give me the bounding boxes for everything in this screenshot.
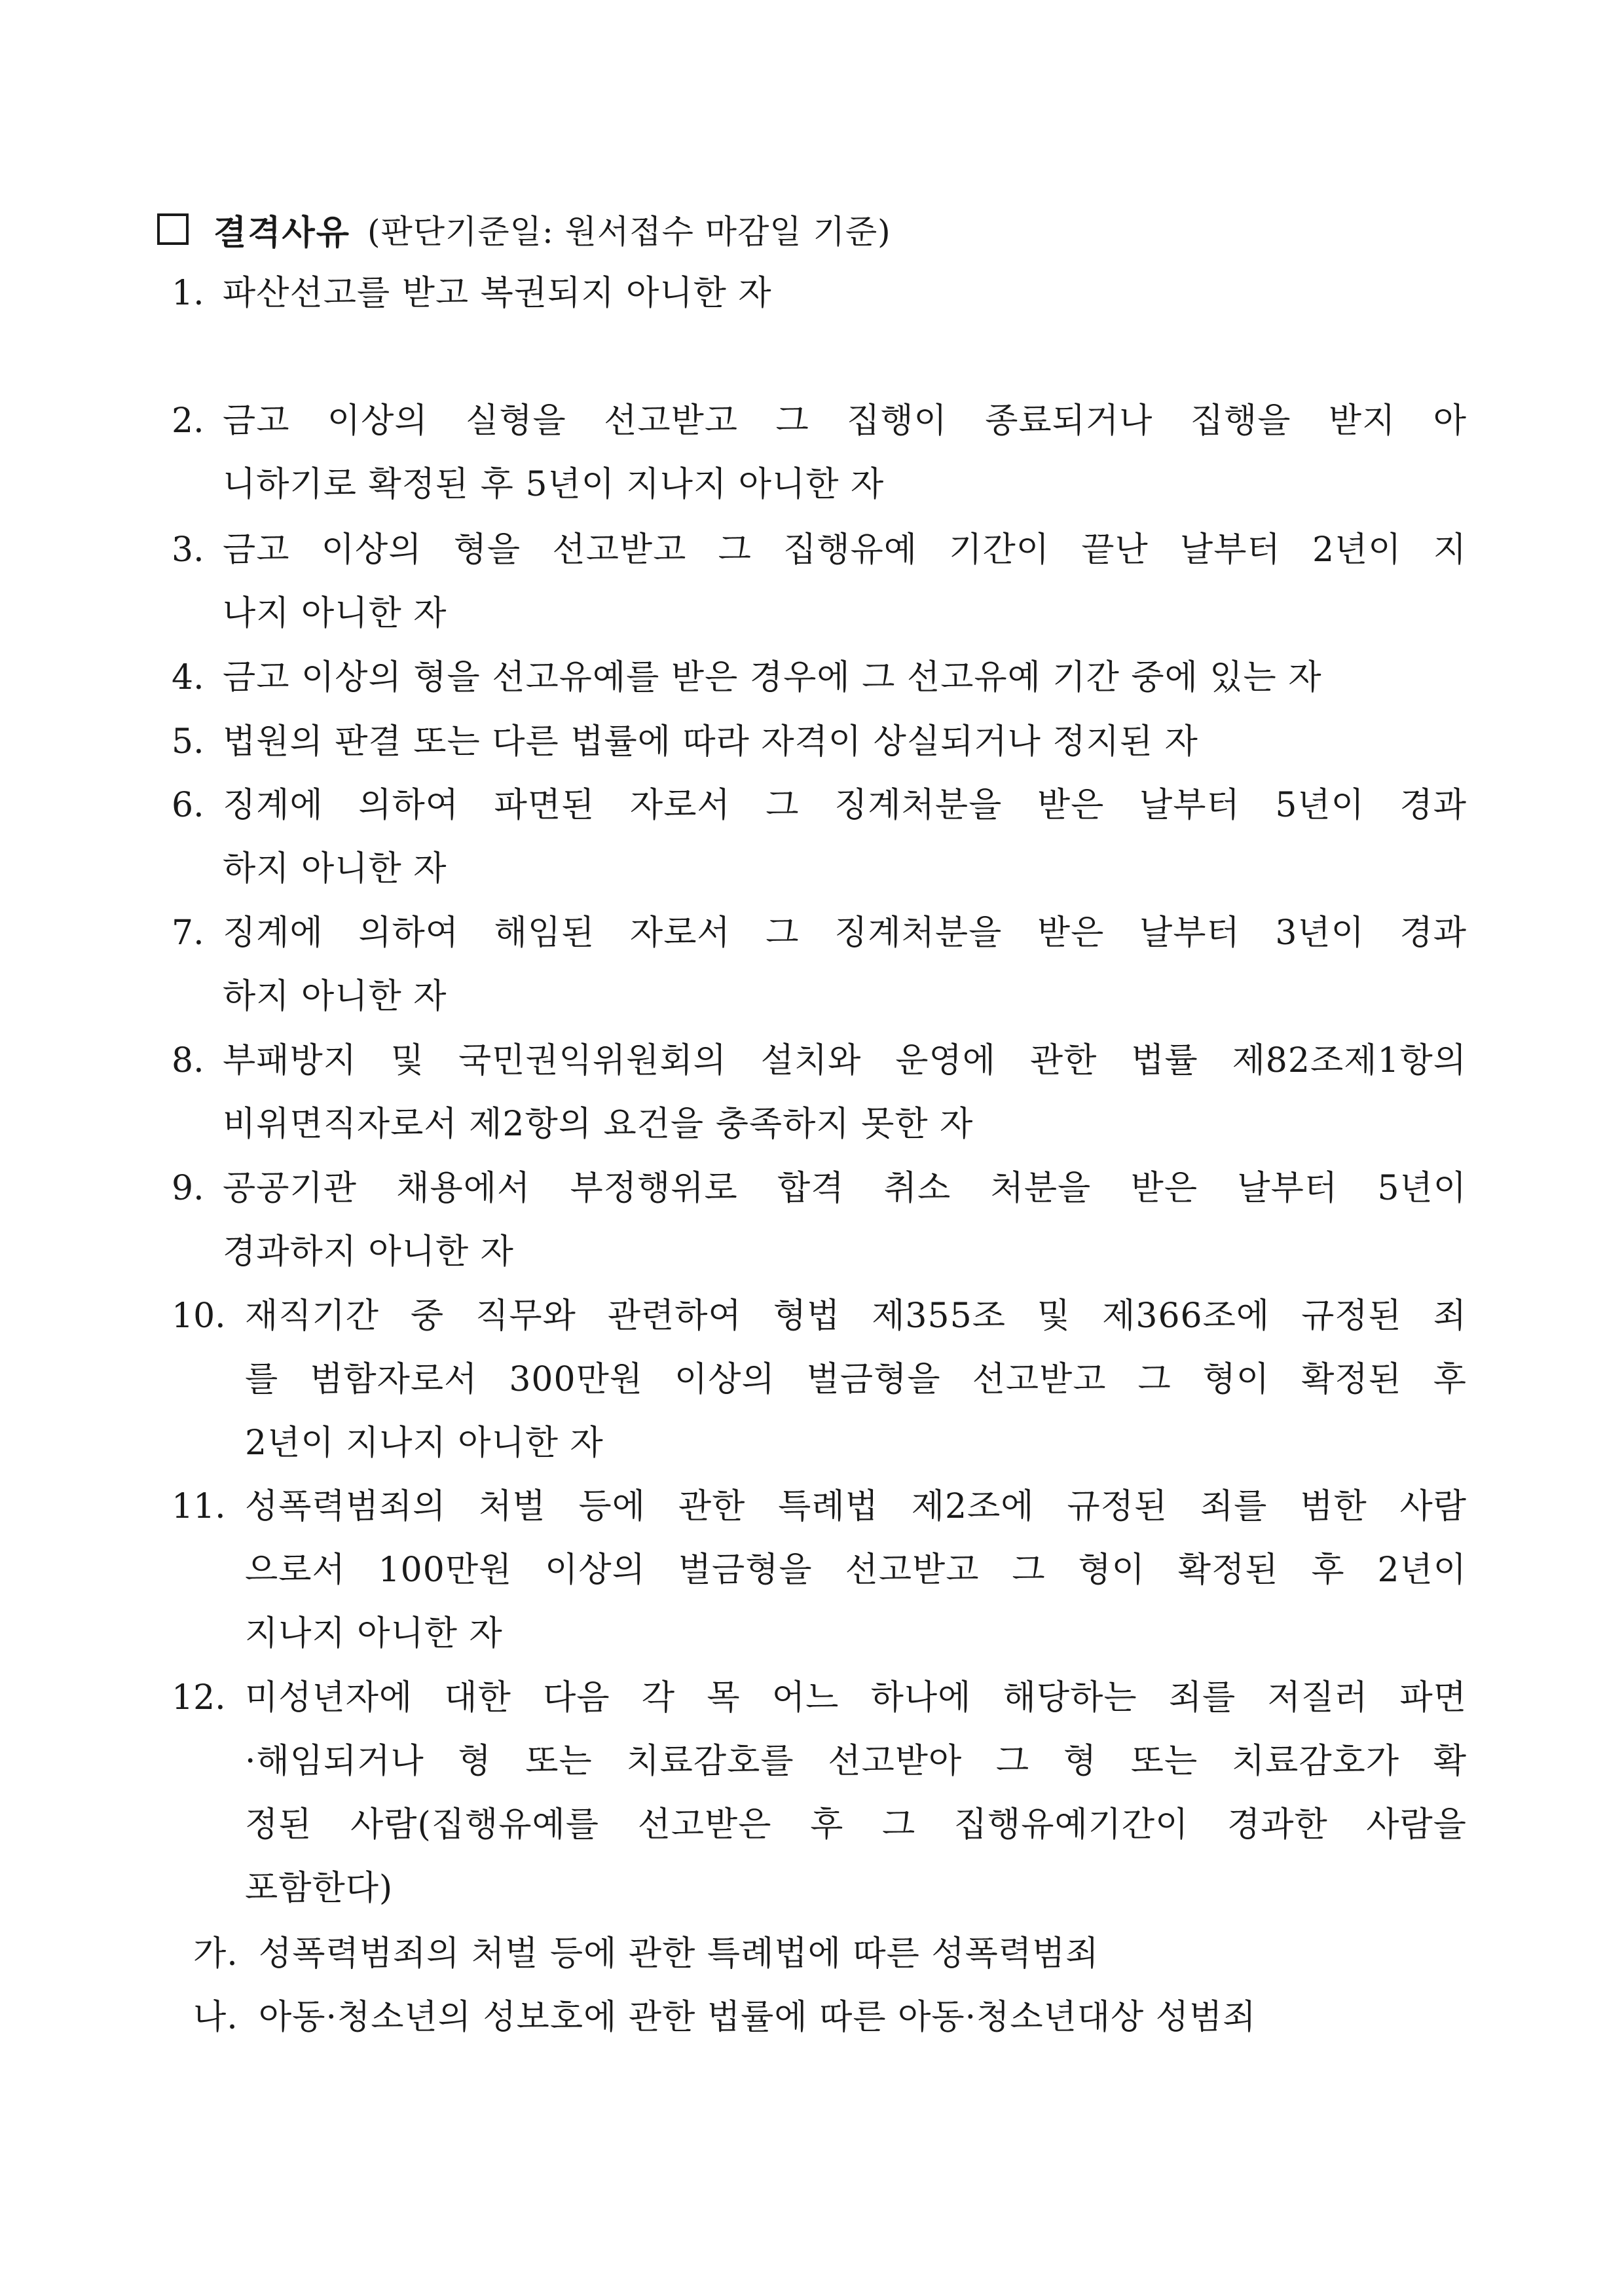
item-text: [223, 646, 1467, 710]
item-number: 10.: [172, 1296, 226, 1336]
item-text-line: 니하기로 확정된 후 5년이 지나지 아니한 자: [223, 465, 885, 504]
item-text: [223, 710, 1467, 774]
list-item: [172, 390, 1467, 517]
item-text-line: 를 범함자로서 300만원 이상의 벌금형을 선고받고 그 형이 확정된 후: [245, 1360, 1467, 1399]
item-number: 4.: [172, 658, 204, 697]
heading-title: 결격사유: [213, 212, 350, 253]
item-text-line: 금고 이상의 형을 선고받고 그 집행유예 기간이 끝난 날부터 2년이 지: [223, 530, 1467, 570]
item-number: 6.: [172, 786, 204, 825]
list-item: [172, 1029, 1467, 1156]
item-text-line: 포함한다): [245, 1869, 394, 1908]
item-number: 1.: [172, 274, 204, 313]
list-item: [172, 774, 1467, 901]
item-number: 5.: [172, 722, 204, 762]
item-text-line: 금고 이상의 실형을 선고받고 그 집행이 종료되거나 집행을 받지 아: [223, 401, 1467, 441]
sub-item-mark: 가.: [193, 1934, 238, 1974]
sub-item-mark: 나.: [193, 1998, 238, 2037]
list-item: [172, 1475, 1467, 1666]
item-text: [245, 1285, 1467, 1475]
list-item: [172, 1157, 1467, 1284]
item-text: [223, 902, 1467, 1029]
item-text-line: 2년이 지나지 아니한 자: [245, 1423, 604, 1463]
checkbox-icon: [157, 213, 189, 245]
sub-item-text: 아동·청소년의 성보호에 관한 법률에 따른 아동·청소년대상 성범죄: [259, 1998, 1257, 2037]
item-number: 7.: [172, 913, 204, 953]
list-item: [172, 902, 1467, 1029]
item-text-line: ·해임되거나 형 또는 치료감호를 선고받아 그 형 또는 치료감호가 확: [245, 1742, 1467, 1781]
list-item: [172, 262, 1467, 325]
sub-item: [193, 1922, 1467, 1986]
item-text-line: 정된 사람(집행유예를 선고받은 후 그 집행유예기간이 경과한 사람을: [245, 1805, 1467, 1845]
item-text: [223, 262, 1467, 325]
item-text-line: 부패방지 및 국민권익위원회의 설치와 운영에 관한 법률 제82조제1항의: [223, 1041, 1467, 1080]
section-heading: [157, 196, 1467, 262]
list-item: [172, 646, 1467, 710]
item-number: 3.: [172, 530, 204, 570]
list-item: [172, 1666, 1467, 1920]
item-text: [245, 1666, 1467, 1920]
item-text-line: 파산선고를 받고 복권되지 아니한 자: [223, 274, 772, 313]
item-text-line: 하지 아니한 자: [223, 849, 447, 889]
item-text-line: 으로서 100만원 이상의 벌금형을 선고받고 그 형이 확정된 후 2년이: [245, 1551, 1467, 1590]
list-item: [172, 1285, 1467, 1475]
item-text: [223, 1157, 1467, 1284]
heading-note: (판단기준일: 원서접수 마감일 기준): [367, 213, 891, 251]
item-text: [245, 1475, 1467, 1666]
item-text-line: 미성년자에 대한 다음 각 목 어느 하나에 해당하는 죄를 저질러 파면: [245, 1678, 1467, 1717]
list-item: [172, 710, 1467, 774]
list-item: [172, 519, 1467, 646]
item-text: [223, 519, 1467, 646]
sub-item-text: 성폭력범죄의 처벌 등에 관한 특례법에 따른 성폭력범죄: [259, 1934, 1099, 1974]
item-text-line: 나지 아니한 자: [223, 594, 447, 633]
item-text-line: 성폭력범죄의 처벌 등에 관한 특례법 제2조에 규정된 죄를 범한 사람: [245, 1487, 1467, 1526]
item-text: [223, 774, 1467, 901]
item-text-line: 금고 이상의 형을 선고유예를 받은 경우에 그 선고유예 기간 중에 있는 자: [223, 658, 1322, 697]
item-text-line: 비위면직자로서 제2항의 요건을 충족하지 못한 자: [223, 1105, 974, 1144]
sub-item: [193, 1986, 1467, 2049]
item-text-line: 징계에 의하여 파면된 자로서 그 징계처분을 받은 날부터 5년이 경과: [223, 786, 1467, 825]
item-number: 8.: [172, 1041, 204, 1080]
item-text-line: 재직기간 중 직무와 관련하여 형법 제355조 및 제366조에 규정된 죄: [245, 1296, 1467, 1336]
item-text-line: 지나지 아니한 자: [245, 1614, 503, 1653]
item-text-line: 징계에 의하여 해임된 자로서 그 징계처분을 받은 날부터 3년이 경과: [223, 913, 1467, 953]
item-text-line: 공공기관 채용에서 부정행위로 합격 취소 처분을 받은 날부터 5년이: [223, 1169, 1467, 1208]
item-number: 11.: [172, 1487, 226, 1526]
item-text: [223, 390, 1467, 517]
item-number: 12.: [172, 1678, 226, 1717]
item-number: 2.: [172, 401, 204, 441]
item-text: [223, 1029, 1467, 1156]
item-text-line: 법원의 판결 또는 다른 법률에 따라 자격이 상실되거나 정지된 자: [223, 722, 1198, 762]
item-text-line: 경과하지 아니한 자: [223, 1232, 514, 1272]
item-text-line: 하지 아니한 자: [223, 977, 447, 1016]
item-number: 9.: [172, 1169, 204, 1208]
